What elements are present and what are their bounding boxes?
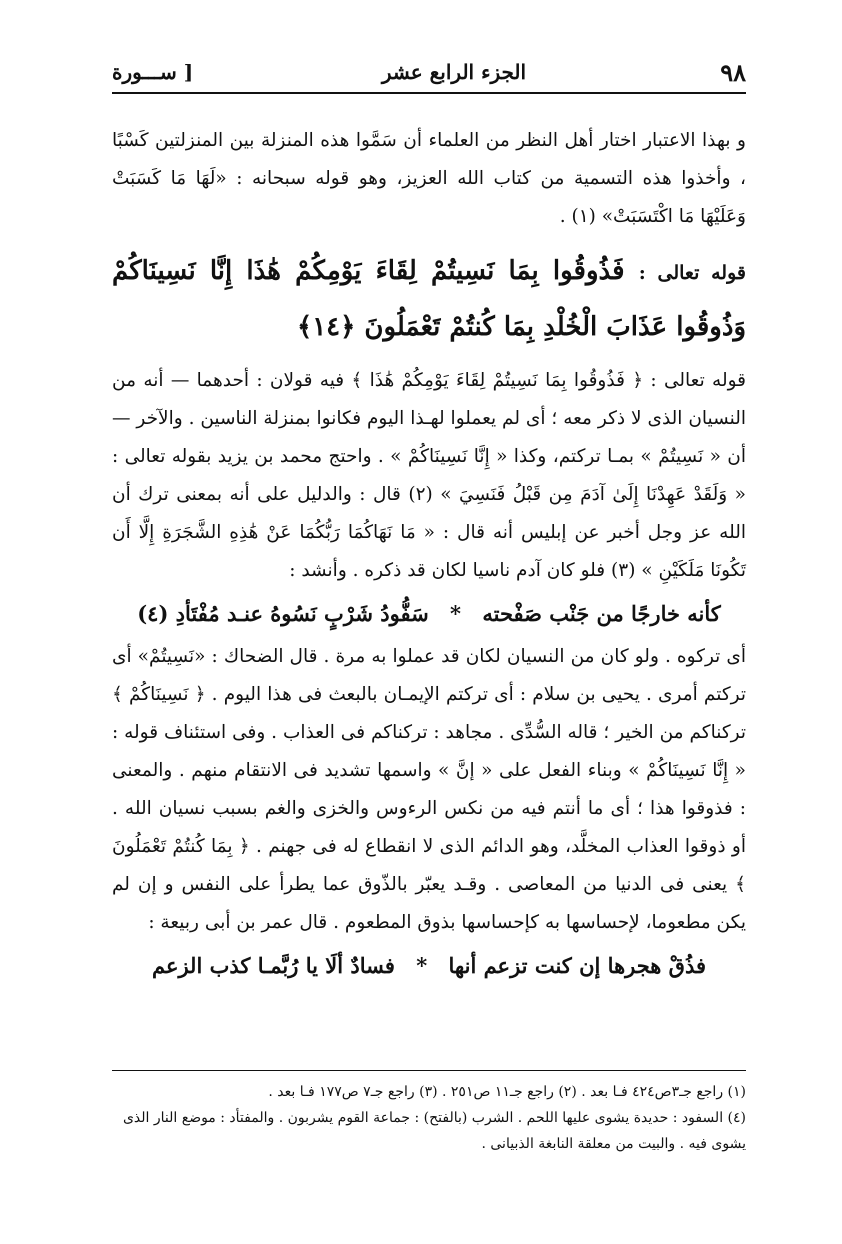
poem-separator: * [416, 953, 428, 978]
page-header [112, 52, 746, 94]
commentary-paragraph: قوله تعالى : ﴿ فَذُوقُوا بِمَا نَسِيتُمْ لِقَاءَ يَوْمِكُمْ هَٰذَا ﴾ فيه قولان : أحدهما — أنه من النسيان الذى لا ذكر معه ؛ أى لم يعملوا لهـذا اليوم فكانوا بمنزلة الناسين . والآخر — أن « نَسِيتُمْ » بمـا تركتم، وكذا « إِنَّا نَسِينَاكُمْ » . واحتج محمد بن يزيد بقوله تعالى : « وَلَقَدْ عَهِدْنَا إِلَىٰ آدَمَ مِن قَبْلُ فَنَسِيَ » (٢) قال : والدليل على أنه بمعنى ترك أن الله عز وجل أخبر عن إبليس أنه قال : « مَا نَهَاكُمَا رَبُّكُمَا عَنْ هَٰذِهِ الشَّجَرَةِ إِلَّا أَن تَكُونَا مَلَكَيْنِ » (٣) فلو كان آدم ناسيا لكان قد ذكره . وأنشد : [112, 370, 746, 581]
verse-lead: قوله تعالى : [638, 262, 746, 284]
poem-separator: * [450, 601, 462, 626]
running-title: الجزء الرابع عشر [381, 60, 527, 84]
poem-1-hemistich-2: سَفُّودُ شَرْبٍ نَسُوهُ عنـد مُفْتَأدِ (٤) [137, 601, 429, 626]
verse-text: فَذُوقُوا بِمَا نَسِيتُمْ لِقَاءَ يَوْمِكُمْ هَٰذَا إِنَّا نَسِينَاكُمْ وَذُوقُوا عَذَابَ الْخُلْدِ بِمَا كُنتُمْ تَعْمَلُونَ ﴿١٤﴾ [112, 256, 746, 342]
footnote-line-1: (١) راجع جـ٣ص٤٢٤ فـا بعد . (٢) راجع جـ١١ ص٢٥١ . (٣) راجع جـ٧ ص١٧٧ فـا بعد . [268, 1084, 746, 1100]
poem-line-2 [112, 944, 746, 988]
poem-2-hemistich-2: فسادٌ ألَا يا رُبَّمـا كذب الزعم [151, 953, 395, 978]
page-number: ٩٨ [720, 57, 746, 87]
footnote-line-2: (٤) السفود : حديدة يشوى عليها اللحم . الشرب (بالفتح) : جماعة القوم يشربون . والمفتأد : موضع النار الذى يشوى فيه . والبيت من معلقة النابغة الذبيانى . [122, 1110, 746, 1152]
page-body [112, 122, 746, 990]
poem-1-hemistich-1: كأنه خارجًا من جَنْب صَفْحته [482, 601, 721, 626]
poem-2-hemistich-1: فذُقْ هجرها إن كنت تزعم أنها [448, 953, 707, 978]
commentary-paragraph-2: أى تركوه . ولو كان من النسيان لكان قد عملوا به مرة . قال الضحاك : «نَسِيتُمْ» أى تركتم أمرى . يحيى بن سلام : أى تركتم الإيمـان بالبعث فى هذا اليوم . ﴿ نَسِينَاكُمْ ﴾ تركناكم من الخير ؛ قاله السُّدِّى . مجاهد : تركناكم فى العذاب . وفى استئناف قوله : « إِنَّا نَسِينَاكُمْ » وبناء الفعل على « إنَّ » واسمها تشديد فى الانتقام منهم . والمعنى : فذوقوا هذا ؛ أى ما أنتم فيه من نكس الرءوس والخزى والغم بسبب نسيان الله . أو ذوقوا العذاب المخلَّد، وهو الدائم الذى لا انقطاع له فى جهنم . ﴿ بِمَا كُنتُمْ تَعْمَلُونَ ﴾ يعنى فى الدنيا من المعاصى . وقـد يعبّر بالذّوق عما يطرأ على النفس و إن لم يكن مطعوما، لإحساسها به كإحساسها بذوق المطعوم . قال عمر بن أبى ربيعة : [112, 646, 746, 933]
footnotes [112, 1070, 746, 1157]
surah-label: [ ســـورة [112, 60, 194, 84]
intro-paragraph: و بهذا الاعتبار اختار أهل النظر من العلماء أن سَمَّوا هذه المنزلة بين المنزلتين كَسْبًا ، وأخذوا هذه التسمية من كتاب الله العزيز، وهو قوله سبحانه : «لَهَا مَا كَسَبَتْ وَعَلَيْهَا مَا اكْتَسَبَتْ» (١) . [112, 130, 746, 227]
poem-line-1 [112, 592, 746, 636]
quran-verse [112, 244, 746, 354]
